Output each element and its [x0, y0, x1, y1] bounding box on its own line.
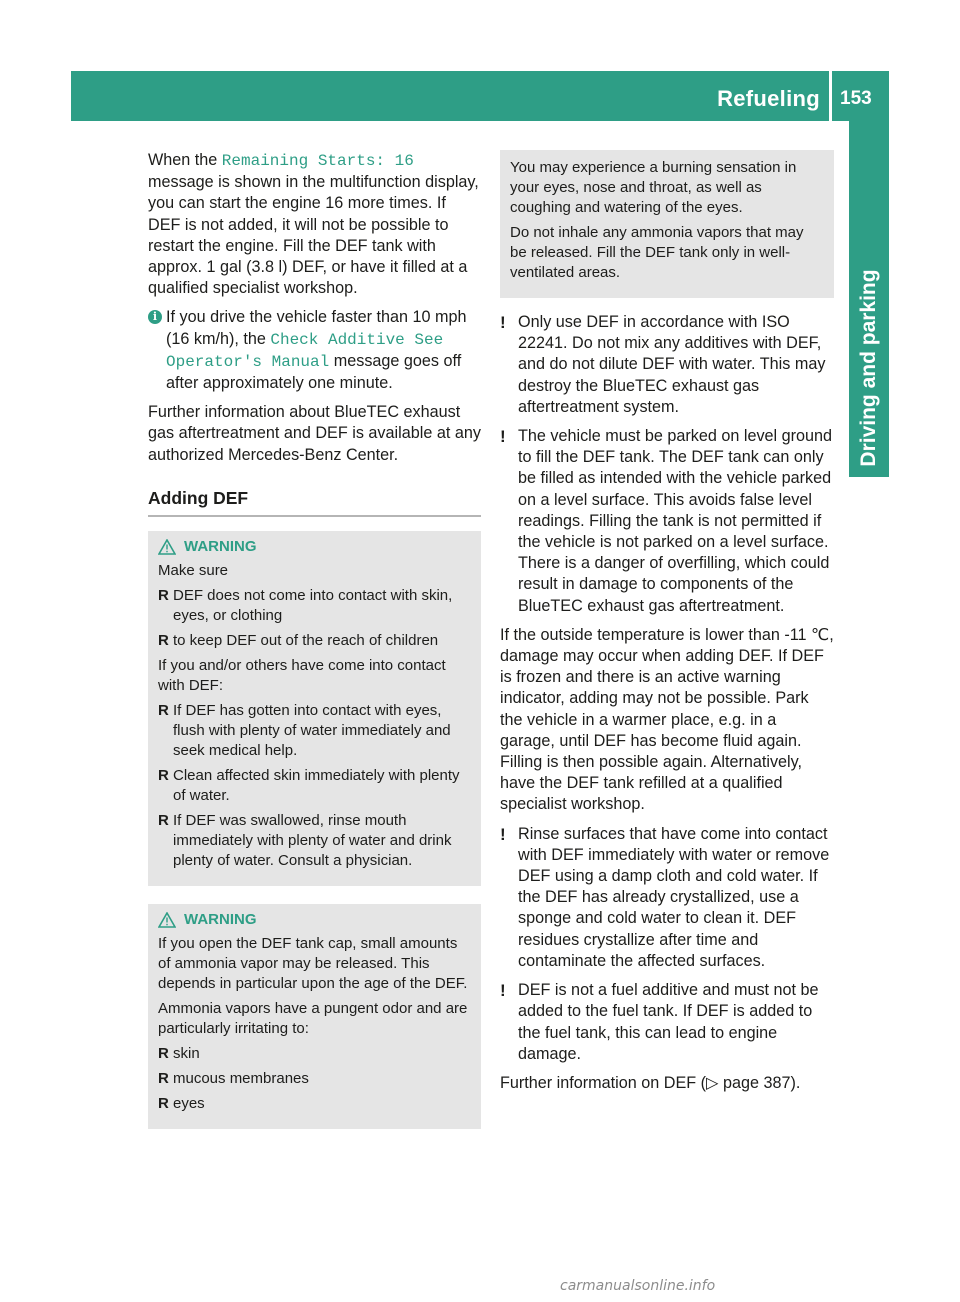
warning-box-ammonia	[148, 904, 481, 1129]
list-item: R to keep DEF out of the reach of children	[158, 632, 439, 650]
bluetec-info-paragraph: Further information about BlueTEC exhaust gas aftertreatment and DEF is available at any authorized Mercedes-Benz Center.	[148, 403, 481, 464]
warning-paragraph: Ammonia vapors have a pungent odor and are particularly irritating to:	[158, 1000, 468, 1038]
left-column	[148, 150, 481, 1129]
caution-note: ! The vehicle must be parked on level ground to fill the DEF tank. The DEF tank can only be filled as intended with the vehicle parked on a level surface. This avoids false level readings. Filling the tank is not permitted if the vehicle is not parked on a level surface. There is a danger of overfilling, which could result in damage to components of the BlueTEC exhaust gas aftertreatment.	[500, 427, 833, 615]
warning-title: WARNING	[158, 537, 471, 557]
display-message-remaining-starts: Remaining Starts: 16	[221, 152, 414, 170]
warning-triangle-icon	[158, 539, 176, 555]
warning-paragraph: Do not inhale any ammonia vapors that may be released. Fill the DEF tank only in well-ventilated areas.	[510, 224, 804, 281]
caution-note: ! Only use DEF in accordance with ISO 22241. Do not mix any additives with DEF, and do not dilute DEF with water. This may destroy the BlueTEC exhaust gas aftertreatment system.	[500, 313, 826, 416]
side-tab-label: Driving and parking	[857, 269, 880, 467]
caution-icon: !	[500, 824, 506, 844]
section-heading: Adding DEF	[148, 488, 481, 517]
warning-box-continued	[500, 150, 834, 298]
right-column	[500, 150, 834, 1102]
page-number: 153	[840, 88, 872, 109]
temperature-paragraph: If the outside temperature is lower than -11 ℃, damage may occur when adding DEF. If DEF is frozen and there is an active warning indicator, adding may not be possible. Park the vehicle in a warmer place, e.g. in a garage, until DEF has become fluid again. Filling is then possible again. Alternatively, have the DEF tank refilled at a qualified specialist workshop.	[500, 625, 834, 814]
warning-box-contact	[148, 531, 481, 886]
warning-paragraph: If you open the DEF tank cap, small amounts of ammonia vapor may be released. This depends in particular upon the age of the DEF.	[158, 935, 468, 993]
warning-triangle-icon	[158, 912, 176, 928]
warning-title: WARNING	[158, 910, 471, 930]
list-item: R eyes	[158, 1095, 205, 1113]
caution-icon: !	[500, 981, 506, 1001]
caution-icon: !	[500, 313, 506, 332]
warning-mid: If you and/or others have come into contact with DEF:	[158, 657, 446, 695]
list-item: R If DEF has gotten into contact with eyes, flush with plenty of water immediately and seek medical help.	[158, 702, 451, 760]
warning-paragraph: You may experience a burning sensation in your eyes, nose and throat, as well as coughing and watering of the eyes.	[510, 159, 797, 216]
list-item: R mucous membranes	[158, 1070, 309, 1088]
caution-note: ! DEF is not a fuel additive and must not be added to the fuel tank. If DEF is added to the fuel tank, this can lead to engine damage.	[500, 981, 819, 1063]
caution-note: ! Rinse surfaces that have come into contact with DEF immediately with water or remove DEF using a damp cloth and cold water. If the DEF has already crystallized, use a sponge and cold water to clean it. DEF residues crystallize after time and contaminate the affected surfaces.	[500, 824, 830, 970]
display-message-check-additive: Check Additive See Operator's Manual	[166, 330, 444, 371]
list-item: R DEF does not come into contact with skin, eyes, or clothing	[158, 587, 453, 625]
list-item: R Clean affected skin immediately with plenty of water.	[158, 767, 460, 805]
info-icon: i	[148, 310, 162, 324]
footer-watermark: carmanualsonline.info	[560, 1278, 716, 1294]
warning-intro: Make sure	[158, 562, 229, 580]
list-item: R If DEF was swallowed, rinse mouth immediately with plenty of water and drink plenty of water. Consult a physician.	[158, 812, 452, 870]
list-item: R skin	[158, 1045, 200, 1063]
header-divider	[829, 71, 832, 121]
info-note: i If you drive the vehicle faster than 10 mph (16 km/h), the Check Additive See Operator's Manual message goes off after approximately one minute.	[148, 307, 481, 394]
caution-icon: !	[500, 427, 506, 447]
section-title: Refueling	[717, 86, 820, 111]
page-reference-paragraph: Further information on DEF (▷ page 387).	[500, 1073, 801, 1092]
intro-paragraph: When the Remaining Starts: 16 message is shown in the multifunction display, you can start the engine 16 more times. If DEF is not added, it will not be possible to restart the engine. Fill the DEF tank with approx. 1 gal (3.8 l) DEF, or have it filled at a qualified specialist workshop.	[148, 151, 479, 298]
